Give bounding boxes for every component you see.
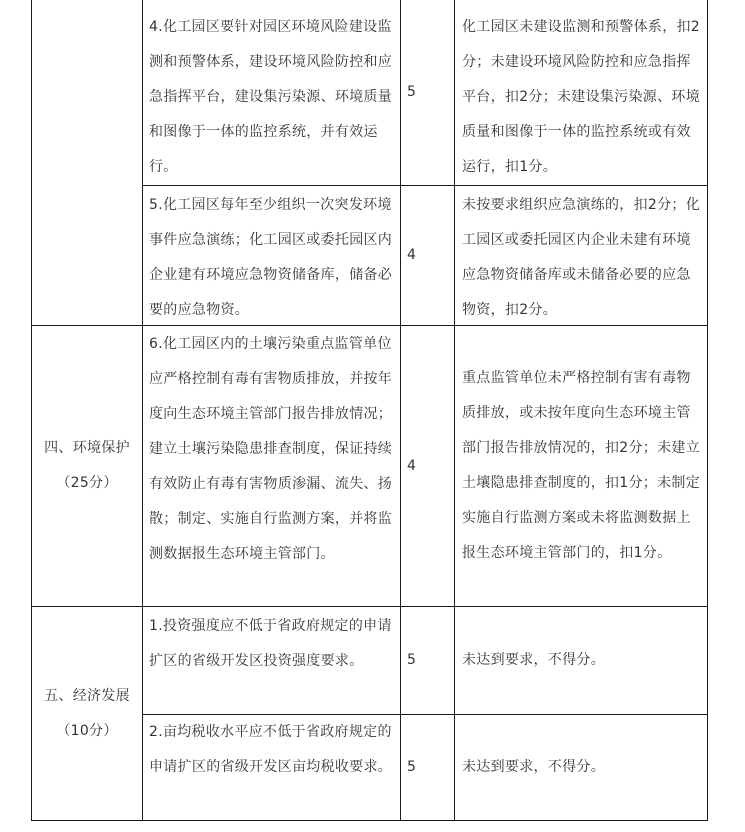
rule-cell: 未按要求组织应急演练的，扣2分；化工园区或委托园区内企业未建有环境应急物资储备库或未储备必要的应急物资，扣2分。 xyxy=(462,197,701,318)
rule-cell: 未达到要求，不得分。 xyxy=(462,652,605,668)
score-cell: 4 xyxy=(407,457,417,474)
table-border-right xyxy=(707,0,708,821)
rule-cell: 未达到要求，不得分。 xyxy=(462,759,605,775)
score-cell: 5 xyxy=(407,84,417,100)
score-cell: 5 xyxy=(407,652,417,668)
requirement-cell: 6.化工园区内的土壤污染重点监管单位应严格控制有毒有害物质排放，并按年度向生态环境主管部门报告排放情况；建立土壤污染隐患排查制度，保证持续有效防止有毒有害物质渗漏、流失、扬散；制定、实施自行监测方案，并将监测数据报生态环境主管部门。 xyxy=(149,336,393,562)
category-cell-economy xyxy=(32,607,142,820)
requirement-cell: 2.亩均税收水平应不低于省政府规定的申请扩区的省级开发区亩均税收要求。 xyxy=(149,724,393,775)
table-border-bottom xyxy=(31,820,708,821)
category-points: （25分） xyxy=(56,475,118,491)
rule-cell: 重点监管单位未严格控制有害有毒物质排放，或未按年度向生态环境主管部门报告排放情况的，扣2分；未建立土壤隐患排查制度的，扣1分；未制定实施自行监测方案或未将监测数据上报生态环境主管部门的，扣1分。 xyxy=(462,370,701,561)
requirement-cell: 1.投资强度应不低于省政府规定的申请扩区的省级开发区投资强度要求。 xyxy=(149,618,392,669)
table-border-col1 xyxy=(142,0,143,821)
score-cell: 4 xyxy=(407,247,417,263)
category-name: 四、环境保护 xyxy=(44,440,130,456)
category-name: 五、经济发展 xyxy=(44,687,130,704)
rule-cell: 化工园区未建设监测和预警体系，扣2分；未建设环境风险防控和应急指挥平台，扣2分；未建设集污染源、环境质量和图像于一体的监控系统或有效运行，扣1分。 xyxy=(462,19,701,175)
table-border-col3 xyxy=(454,0,455,821)
row-divider-1 xyxy=(142,185,708,186)
category-cell-environment xyxy=(32,326,142,606)
requirement-cell: 4.化工园区要针对园区环境风险建设监测和预警体系，建设环境风险防控和应急指挥平台，建设集污染源、环境质量和图像于一体的监控系统，并有效运行。 xyxy=(149,19,393,175)
requirement-cell: 5.化工园区每年至少组织一次突发环境事件应急演练；化工园区或委托园区内企业建有环境应急物资储备库，储备必要的应急物资。 xyxy=(149,197,393,318)
category-points: （10分） xyxy=(56,722,118,739)
score-cell: 5 xyxy=(407,759,417,775)
